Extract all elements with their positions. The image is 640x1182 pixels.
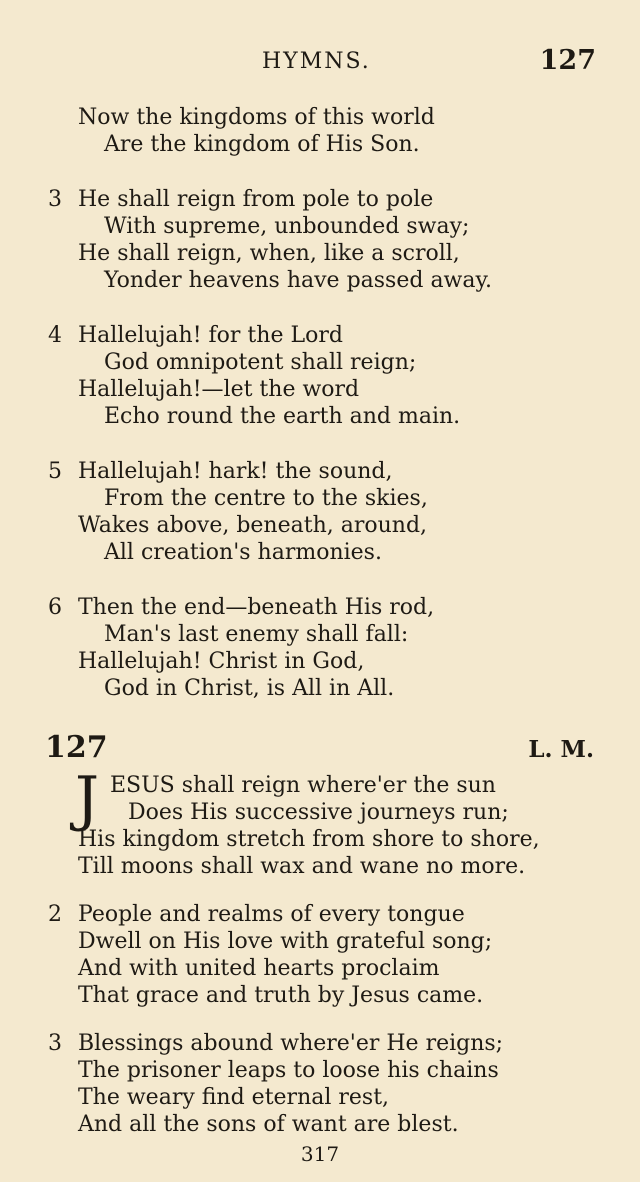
hymn-number: 127 [45, 730, 108, 765]
verse-number: 2 [48, 902, 62, 927]
verse-number: 5 [48, 459, 62, 484]
verse-number: 3 [48, 1031, 62, 1056]
running-title: HYMNS. [262, 49, 371, 74]
running-hymn-number: 127 [539, 45, 596, 76]
running-head [0, 45, 640, 79]
hymnal-page: HYMNS. 127 Now the kingdoms of this world Are the kingdom of His Son. 3 He shall reign from pole to pole With supreme, unbounded sway; He shall reign, when, like a scroll, Yonder heavens have passed away. 4 Hallelujah! for the Lord God omnipotent shall reign; Hallelujah!—let the word Echo round the earth and main. 5 Hallelujah! hark! the sound, From the centre to the skies, Wakes above, beneath, around, All creation's harmonies. 6 Then the end—beneath His rod, Man's last enemy shall fall: Hallelujah! Christ in God, God in Christ, is All in All. 127 L. M. J ESUS shall reign where'er the sun Does His successive journeys run; His kingdom stretch from shore to shore, Till moons shall wax and wane no more. 2 People and realms of every tongue Dwell on His love with grateful song; And with united hearts proclaim That grace and truth by Jesus came. 3 Blessings abound where'er He reigns; The prisoner leaps to loose his chains The weary find eternal rest, And all the sons of want are blest. 317 [0, 0, 640, 1182]
verse-number: 3 [48, 187, 62, 212]
verse-number: 4 [48, 323, 62, 348]
page-number: 317 [300, 1142, 340, 1166]
hymn-meter: L. M. [528, 736, 594, 763]
verse-number: 6 [48, 595, 62, 620]
drop-cap: J [75, 764, 100, 834]
hymn-heading [0, 728, 640, 768]
